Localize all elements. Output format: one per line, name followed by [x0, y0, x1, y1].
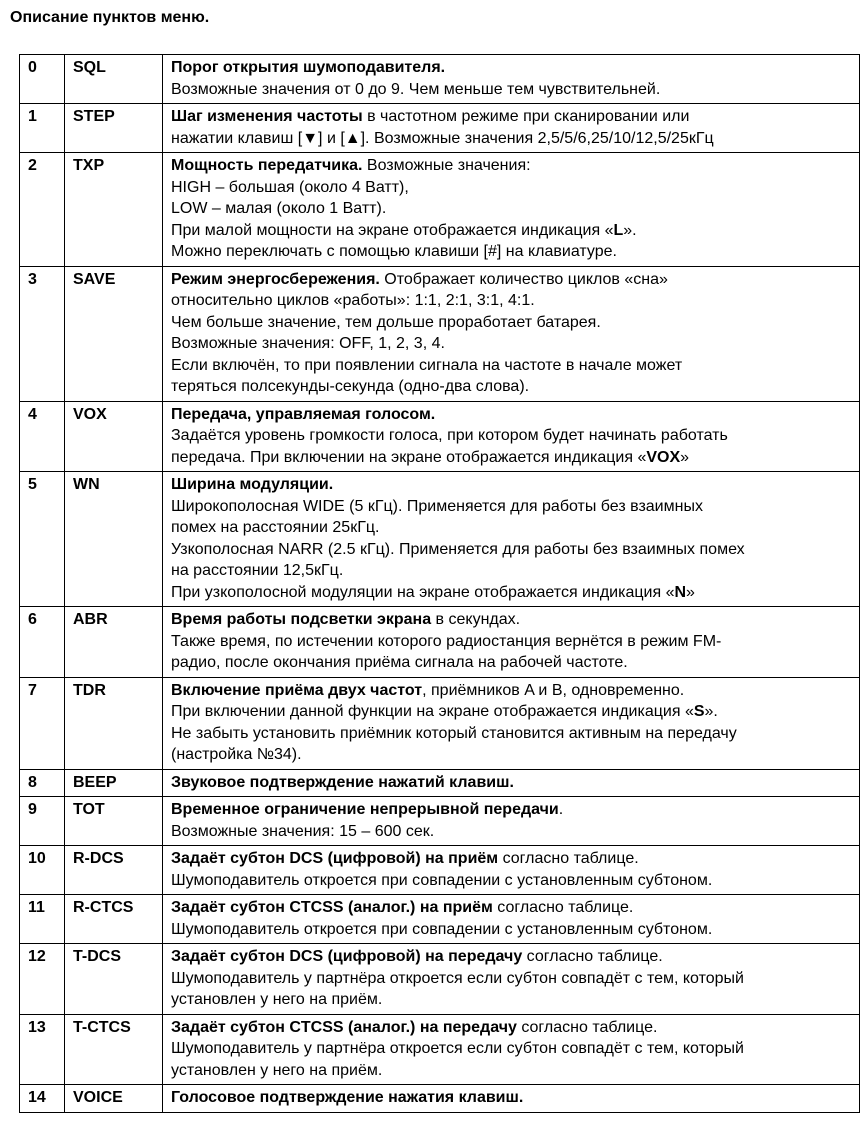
menu-item-description [163, 677, 860, 769]
bold-text: Голосовое подтверждение нажатия клавиш. [171, 1089, 524, 1106]
bold-text: N [674, 583, 687, 601]
menu-item-number: 7 [20, 677, 65, 769]
table-row [20, 472, 860, 607]
text: Возможные значения: OFF, 1, 2, 3, 4. [171, 335, 445, 352]
menu-item-number: 12 [20, 944, 65, 1015]
menu-item-description [163, 55, 860, 104]
text: установлен у него на приём. [171, 1061, 383, 1079]
menu-table-body [20, 55, 860, 1113]
menu-item-description [163, 401, 860, 472]
menu-item-code: SAVE [65, 266, 163, 401]
menu-item-code: WN [65, 472, 163, 607]
text: Шумоподавитель у партнёра откроется если субтон совпадёт с тем, который [171, 969, 744, 987]
description-line [171, 870, 853, 892]
description-line [171, 447, 853, 469]
description-line [171, 312, 853, 334]
text: относительно циклов «работы»: 1:1, 2:1, 3:1, 4:1. [171, 292, 535, 309]
text: передача. При включении на экране отображается индикация « [171, 448, 647, 466]
menu-item-code: VOICE [65, 1085, 163, 1113]
description-line [171, 821, 853, 843]
description-line [171, 333, 853, 355]
menu-item-code: BEEP [65, 769, 163, 797]
description-line [171, 652, 853, 674]
table-row [20, 1014, 860, 1085]
menu-item-description [163, 607, 860, 678]
table-row [20, 153, 860, 267]
table-row [20, 104, 860, 153]
table-row [20, 797, 860, 846]
text: (настройка №34). [171, 746, 302, 763]
description-line [171, 355, 853, 377]
menu-item-number: 0 [20, 55, 65, 104]
description-line [171, 290, 853, 312]
menu-item-code: T-CTCS [65, 1014, 163, 1085]
description-line [171, 220, 853, 242]
table-row [20, 401, 860, 472]
table-row [20, 769, 860, 797]
text: Возможные значения: 15 – 600 сек. [171, 822, 435, 840]
table-row [20, 895, 860, 944]
text: Шумоподавитель откроется при совпадении с установленным субтоном. [171, 871, 713, 889]
bold-text: Ширина модуляции. [171, 476, 334, 493]
description-line [171, 701, 853, 723]
description-line [171, 177, 853, 199]
bold-text: S [693, 703, 705, 720]
description-line [171, 269, 853, 291]
text: согласно таблице. [516, 1018, 658, 1036]
menu-item-description [163, 769, 860, 797]
description-line [171, 155, 853, 177]
description-line [171, 848, 853, 870]
text: Шумоподавитель откроется при совпадении с установленным субтоном. [171, 920, 713, 938]
menu-item-code: R-DCS [65, 846, 163, 895]
text: Если включён, то при появлении сигнала на частоте в начале может [171, 356, 683, 374]
table-row [20, 944, 860, 1015]
menu-item-code: TOT [65, 797, 163, 846]
menu-item-description [163, 846, 860, 895]
table-row [20, 1085, 860, 1113]
menu-item-number: 2 [20, 153, 65, 267]
text: . [558, 801, 564, 818]
menu-item-description [163, 944, 860, 1015]
description-line [171, 723, 853, 745]
menu-item-number: 3 [20, 266, 65, 401]
description-line [171, 772, 853, 794]
bold-text: Режим энергосбережения. [171, 270, 380, 288]
description-line [171, 989, 853, 1011]
text: ». [704, 703, 718, 720]
menu-item-number: 1 [20, 104, 65, 153]
bold-text: Включение приёма двух частот [171, 681, 423, 699]
text: радио, после окончания приёма сигнала на рабочей частоте. [171, 654, 628, 671]
text: нажатии клавиш [▼] и [▲]. Возможные значения 2,5/5/6,25/10/12,5/25кГц [171, 129, 714, 147]
description-line [171, 799, 853, 821]
menu-item-description [163, 472, 860, 607]
table-row [20, 846, 860, 895]
menu-item-code: TDR [65, 677, 163, 769]
menu-item-code: STEP [65, 104, 163, 153]
description-line [171, 106, 853, 128]
description-line [171, 198, 853, 220]
description-line [171, 897, 853, 919]
bold-text: Временное ограничение непрерывной передачи [171, 801, 559, 818]
text: Возможные значения: [362, 157, 531, 174]
text: LOW – малая (около 1 Ватт). [171, 200, 387, 217]
text: установлен у него на приём. [171, 991, 383, 1008]
text: в частотном режиме при сканировании или [362, 108, 690, 125]
menu-item-description [163, 153, 860, 267]
text: Узкополосная NARR (2.5 кГц). Применяется для работы без взаимных помех [171, 540, 745, 558]
description-line [171, 404, 853, 426]
menu-items-table [19, 54, 860, 1113]
bold-text: Передача, управляемая голосом. [171, 405, 436, 423]
menu-item-number: 10 [20, 846, 65, 895]
description-line [171, 57, 853, 79]
menu-item-description [163, 797, 860, 846]
text: » [686, 583, 695, 601]
menu-item-number: 13 [20, 1014, 65, 1085]
description-line [171, 946, 853, 968]
table-row [20, 607, 860, 678]
bold-text: Шаг изменения частоты [171, 108, 363, 125]
description-line [171, 680, 853, 702]
menu-item-description [163, 895, 860, 944]
description-line [171, 968, 853, 990]
menu-item-description [163, 104, 860, 153]
text: При малой мощности на экране отображается индикация « [171, 221, 614, 239]
text: согласно таблице. [522, 948, 663, 965]
description-line [171, 79, 853, 101]
text: Чем больше значение, тем дольше проработает батарея. [171, 313, 601, 331]
text: HIGH – большая (около 4 Ватт), [171, 178, 409, 196]
bold-text: Мощность передатчика. [171, 157, 363, 174]
description-line [171, 1017, 853, 1039]
text: Возможные значения от 0 до 9. Чем меньше тем чувствительней. [171, 80, 661, 98]
menu-item-number: 4 [20, 401, 65, 472]
bold-text: Время работы подсветки экрана [171, 611, 432, 628]
description-line [171, 425, 853, 447]
bold-text: VOX [646, 448, 681, 466]
text: на расстоянии 12,5кГц. [171, 562, 344, 579]
menu-item-description [163, 1014, 860, 1085]
menu-item-number: 11 [20, 895, 65, 944]
menu-item-number: 5 [20, 472, 65, 607]
text: помех на расстоянии 25кГц. [171, 519, 380, 536]
menu-item-description [163, 1085, 860, 1113]
bold-text: Задаёт субтон CTCSS (аналог.) на приём [171, 899, 493, 916]
menu-item-number: 6 [20, 607, 65, 678]
menu-item-code: TXP [65, 153, 163, 267]
bold-text: Задаёт субтон DCS (цифровой) на приём [171, 850, 499, 867]
text: Не забыть установить приёмник который становится активным на передачу [171, 724, 737, 742]
menu-item-code: T-DCS [65, 944, 163, 1015]
table-row [20, 677, 860, 769]
description-line [171, 517, 853, 539]
text: При включении данной функции на экране отображается индикация « [171, 703, 694, 720]
text: Шумоподавитель у партнёра откроется если субтон совпадёт с тем, который [171, 1040, 744, 1057]
menu-item-number: 14 [20, 1085, 65, 1113]
bold-text: Звуковое подтверждение нажатий клавиш. [171, 773, 514, 791]
description-line [171, 128, 853, 150]
description-line [171, 1038, 853, 1060]
text: Можно переключать с помощью клавиши [#] на клавиатуре. [171, 243, 617, 260]
menu-item-code: ABR [65, 607, 163, 678]
text: Отображает количество циклов «сна» [379, 270, 668, 288]
description-line [171, 474, 853, 496]
text: Также время, по истечении которого радиостанция вернётся в режим FM- [171, 632, 722, 650]
page-title: Описание пунктов меню. [10, 9, 210, 26]
bold-text: Задаёт субтон DCS (цифровой) на передачу [171, 948, 523, 965]
table-row [20, 266, 860, 401]
menu-item-code: SQL [65, 55, 163, 104]
description-line [171, 560, 853, 582]
text: ». [623, 221, 637, 239]
menu-item-number: 8 [20, 769, 65, 797]
description-line [171, 919, 853, 941]
menu-item-code: VOX [65, 401, 163, 472]
text: , приёмников A и B, одновременно. [422, 681, 685, 699]
description-line [171, 376, 853, 398]
description-line [171, 582, 853, 604]
text: При узкополосной модуляции на экране отображается индикация « [171, 583, 675, 601]
description-line [171, 241, 853, 263]
menu-item-code: R-CTCS [65, 895, 163, 944]
text: » [680, 448, 690, 466]
bold-text: L [613, 221, 624, 239]
description-line [171, 744, 853, 766]
text: теряться полсекунды-секунда (одно-два слова). [171, 378, 530, 395]
description-line [171, 1087, 853, 1109]
menu-item-number: 9 [20, 797, 65, 846]
text: согласно таблице. [492, 899, 634, 916]
description-line [171, 496, 853, 518]
text: согласно таблице. [498, 850, 639, 867]
text: в секундах. [431, 611, 521, 628]
menu-item-description [163, 266, 860, 401]
bold-text: Порог открытия шумоподавителя. [171, 59, 446, 76]
description-line [171, 539, 853, 561]
text: Задаётся уровень громкости голоса, при котором будет начинать работать [171, 427, 728, 444]
description-line [171, 1060, 853, 1082]
description-line [171, 631, 853, 653]
description-line [171, 609, 853, 631]
text: Широкополосная WIDE (5 кГц). Применяется для работы без взаимных [171, 497, 703, 515]
bold-text: Задаёт субтон CTCSS (аналог.) на передачу [171, 1018, 517, 1036]
table-row [20, 55, 860, 104]
